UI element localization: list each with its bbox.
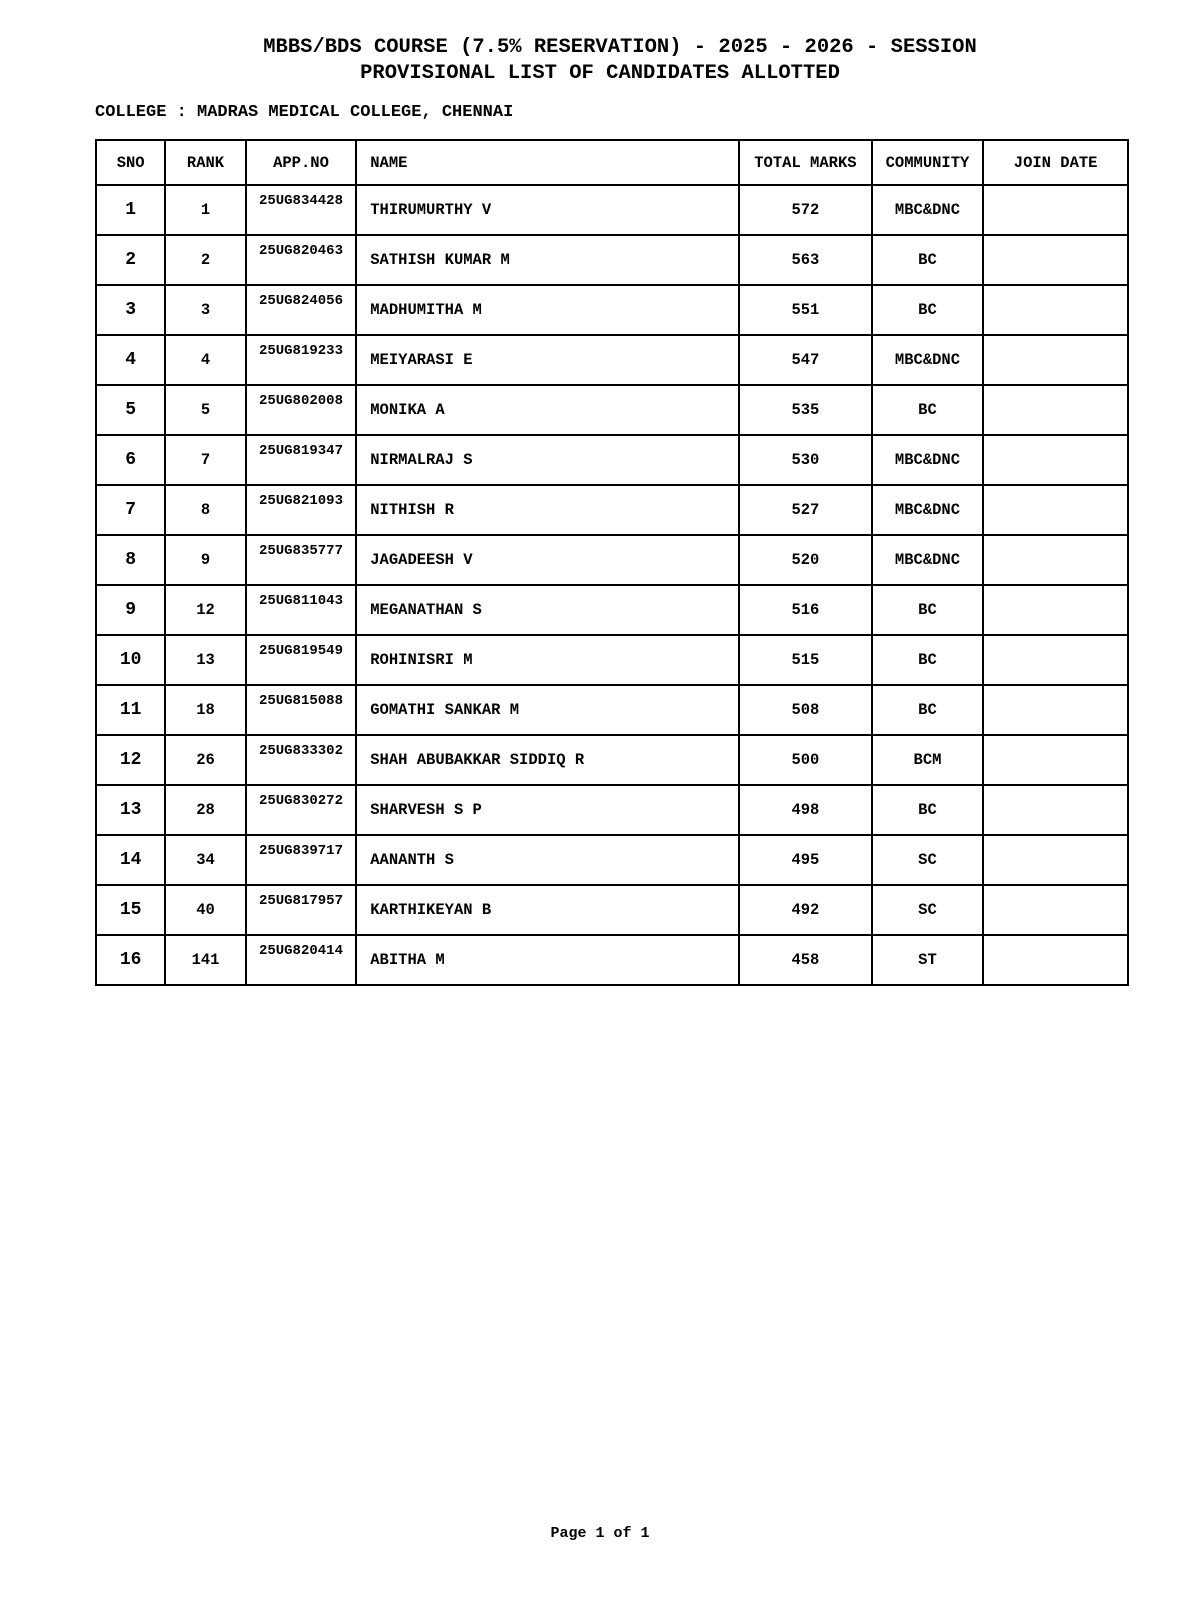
cell-name: THIRUMURTHY V	[356, 185, 739, 235]
cell-app-no: 25UG821093	[246, 485, 357, 535]
cell-total-marks: 508	[739, 685, 872, 735]
cell-name: AANANTH S	[356, 835, 739, 885]
cell-rank: 40	[165, 885, 245, 935]
cell-app-no: 25UG819347	[246, 435, 357, 485]
cell-join-date	[983, 785, 1128, 835]
table-row	[96, 685, 1128, 735]
cell-sno: 6	[96, 435, 165, 485]
cell-name: SATHISH KUMAR M	[356, 235, 739, 285]
column-header-community: COMMUNITY	[872, 140, 984, 185]
cell-total-marks: 516	[739, 585, 872, 635]
cell-app-no: 25UG819549	[246, 635, 357, 685]
cell-app-no: 25UG833302	[246, 735, 357, 785]
cell-sno: 16	[96, 935, 165, 985]
table-row	[96, 585, 1128, 635]
cell-rank: 34	[165, 835, 245, 885]
column-header-app-no: APP.NO	[246, 140, 357, 185]
cell-total-marks: 572	[739, 185, 872, 235]
cell-total-marks: 498	[739, 785, 872, 835]
cell-community: MBC&DNC	[872, 335, 984, 385]
cell-total-marks: 500	[739, 735, 872, 785]
cell-sno: 9	[96, 585, 165, 635]
cell-sno: 7	[96, 485, 165, 535]
cell-name: MEIYARASI E	[356, 335, 739, 385]
table-row	[96, 485, 1128, 535]
cell-rank: 4	[165, 335, 245, 385]
cell-rank: 3	[165, 285, 245, 335]
column-header-total-marks: TOTAL MARKS	[739, 140, 872, 185]
cell-join-date	[983, 435, 1128, 485]
cell-community: MBC&DNC	[872, 485, 984, 535]
cell-name: MEGANATHAN S	[356, 585, 739, 635]
page-number: Page 1 of 1	[550, 1525, 650, 1542]
cell-community: MBC&DNC	[872, 185, 984, 235]
cell-app-no: 25UG811043	[246, 585, 357, 635]
cell-name: MONIKA A	[356, 385, 739, 435]
cell-sno: 5	[96, 385, 165, 435]
column-header-rank: RANK	[165, 140, 245, 185]
cell-total-marks: 495	[739, 835, 872, 885]
cell-rank: 7	[165, 435, 245, 485]
cell-sno: 4	[96, 335, 165, 385]
cell-sno: 14	[96, 835, 165, 885]
table-row	[96, 785, 1128, 835]
college-name: COLLEGE : MADRAS MEDICAL COLLEGE, CHENNAI	[95, 103, 514, 122]
cell-join-date	[983, 835, 1128, 885]
cell-rank: 5	[165, 385, 245, 435]
cell-community: SC	[872, 885, 984, 935]
cell-community: BC	[872, 635, 984, 685]
table-row	[96, 935, 1128, 985]
cell-rank: 28	[165, 785, 245, 835]
cell-sno: 3	[96, 285, 165, 335]
cell-total-marks: 492	[739, 885, 872, 935]
cell-join-date	[983, 385, 1128, 435]
cell-community: ST	[872, 935, 984, 985]
cell-community: BC	[872, 385, 984, 435]
cell-sno: 1	[96, 185, 165, 235]
cell-total-marks: 535	[739, 385, 872, 435]
cell-app-no: 25UG815088	[246, 685, 357, 735]
cell-name: NITHISH R	[356, 485, 739, 535]
cell-join-date	[983, 535, 1128, 585]
cell-sno: 8	[96, 535, 165, 585]
cell-sno: 11	[96, 685, 165, 735]
cell-app-no: 25UG835777	[246, 535, 357, 585]
cell-join-date	[983, 685, 1128, 735]
cell-rank: 18	[165, 685, 245, 735]
cell-community: BC	[872, 285, 984, 335]
cell-sno: 2	[96, 235, 165, 285]
cell-app-no: 25UG834428	[246, 185, 357, 235]
cell-join-date	[983, 485, 1128, 535]
cell-sno: 10	[96, 635, 165, 685]
cell-sno: 15	[96, 885, 165, 935]
table-row	[96, 635, 1128, 685]
cell-community: MBC&DNC	[872, 535, 984, 585]
document-subtitle: PROVISIONAL LIST OF CANDIDATES ALLOTTED	[360, 62, 840, 85]
cell-total-marks: 551	[739, 285, 872, 335]
cell-total-marks: 527	[739, 485, 872, 535]
cell-rank: 13	[165, 635, 245, 685]
cell-community: BCM	[872, 735, 984, 785]
cell-total-marks: 458	[739, 935, 872, 985]
cell-sno: 13	[96, 785, 165, 835]
table-row	[96, 885, 1128, 935]
cell-community: BC	[872, 685, 984, 735]
cell-app-no: 25UG830272	[246, 785, 357, 835]
cell-name: SHARVESH S P	[356, 785, 739, 835]
cell-name: ABITHA M	[356, 935, 739, 985]
cell-rank: 26	[165, 735, 245, 785]
cell-rank: 141	[165, 935, 245, 985]
cell-total-marks: 515	[739, 635, 872, 685]
cell-app-no: 25UG839717	[246, 835, 357, 885]
cell-name: SHAH ABUBAKKAR SIDDIQ R	[356, 735, 739, 785]
cell-rank: 1	[165, 185, 245, 235]
cell-rank: 8	[165, 485, 245, 535]
cell-app-no: 25UG817957	[246, 885, 357, 935]
cell-join-date	[983, 935, 1128, 985]
cell-name: GOMATHI SANKAR M	[356, 685, 739, 735]
cell-join-date	[983, 885, 1128, 935]
cell-rank: 9	[165, 535, 245, 585]
cell-app-no: 25UG802008	[246, 385, 357, 435]
table-row	[96, 285, 1128, 335]
cell-sno: 12	[96, 735, 165, 785]
cell-app-no: 25UG820463	[246, 235, 357, 285]
column-header-name: NAME	[356, 140, 739, 185]
cell-total-marks: 547	[739, 335, 872, 385]
cell-community: MBC&DNC	[872, 435, 984, 485]
cell-rank: 12	[165, 585, 245, 635]
cell-join-date	[983, 235, 1128, 285]
cell-name: ROHINISRI M	[356, 635, 739, 685]
column-header-join-date: JOIN DATE	[983, 140, 1128, 185]
table-row	[96, 835, 1128, 885]
cell-community: BC	[872, 235, 984, 285]
cell-join-date	[983, 335, 1128, 385]
cell-name: JAGADEESH V	[356, 535, 739, 585]
cell-total-marks: 563	[739, 235, 872, 285]
cell-app-no: 25UG824056	[246, 285, 357, 335]
table-row	[96, 335, 1128, 385]
table-header-row	[96, 140, 1128, 185]
table-row	[96, 235, 1128, 285]
cell-rank: 2	[165, 235, 245, 285]
cell-join-date	[983, 185, 1128, 235]
table-row	[96, 185, 1128, 235]
table-row	[96, 435, 1128, 485]
cell-app-no: 25UG820414	[246, 935, 357, 985]
cell-community: SC	[872, 835, 984, 885]
cell-total-marks: 520	[739, 535, 872, 585]
table-row	[96, 385, 1128, 435]
cell-community: BC	[872, 585, 984, 635]
table-row	[96, 535, 1128, 585]
cell-app-no: 25UG819233	[246, 335, 357, 385]
allotment-table	[95, 139, 1129, 986]
cell-name: MADHUMITHA M	[356, 285, 739, 335]
cell-name: KARTHIKEYAN B	[356, 885, 739, 935]
cell-community: BC	[872, 785, 984, 835]
cell-join-date	[983, 635, 1128, 685]
cell-join-date	[983, 735, 1128, 785]
cell-join-date	[983, 585, 1128, 635]
document-title: MBBS/BDS COURSE (7.5% RESERVATION) - 2025 - 2026 - SESSION	[263, 36, 977, 59]
cell-join-date	[983, 285, 1128, 335]
column-header-sno: SNO	[96, 140, 165, 185]
table-row	[96, 735, 1128, 785]
cell-total-marks: 530	[739, 435, 872, 485]
cell-name: NIRMALRAJ S	[356, 435, 739, 485]
